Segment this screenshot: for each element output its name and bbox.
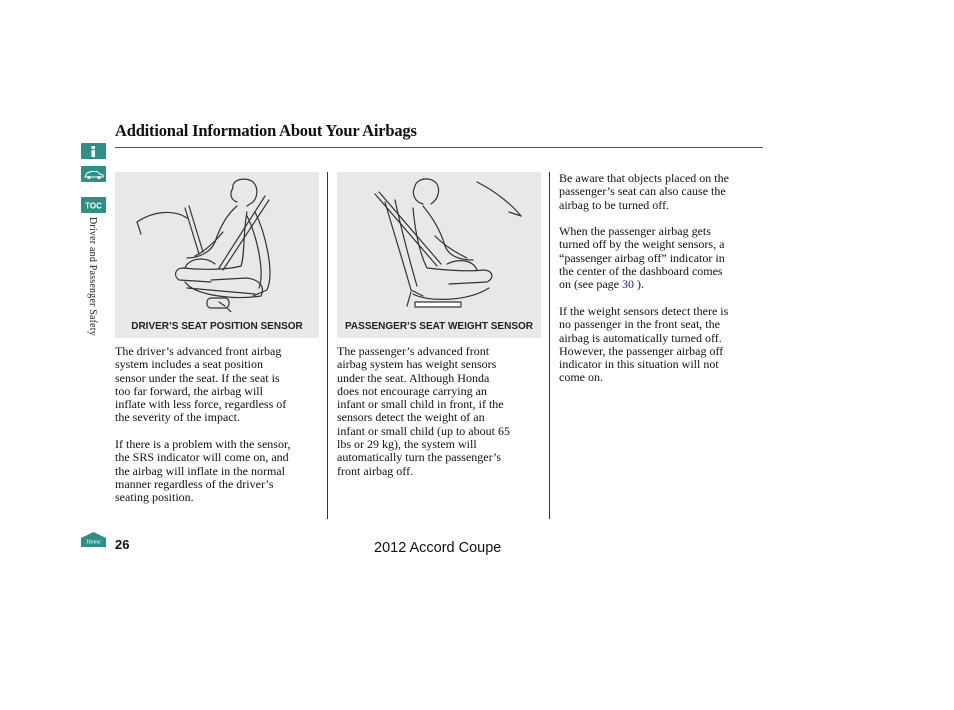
indicator-text: When the passenger airbag gets turned off by the weight sensors, a “passenger airbag off” indicator in the center of the dashboard comes on (see page — [559, 224, 725, 292]
objects-on-seat-paragraph: Be aware that objects placed on the passenger’s seat can also cause the airbag to be turned off. — [559, 171, 729, 212]
toc-icon — [81, 197, 106, 213]
indicator-text-end: ). — [633, 277, 644, 292]
column-divider — [549, 172, 550, 519]
section-label: Driver and Passenger Safety — [87, 217, 98, 336]
car-icon — [81, 166, 106, 182]
driver-seat-illustration — [115, 172, 319, 312]
info-nav-button[interactable] — [81, 143, 106, 159]
sensor-problem-paragraph: If there is a problem with the sensor, the SRS indicator will come on, and the airbag will inflate in the normal manner regardless of the driver’s seating position. — [115, 437, 291, 505]
document-title: 2012 Accord Coupe — [374, 540, 502, 556]
page-number: 26 — [115, 537, 130, 552]
passenger-seat-sensor-figure — [337, 172, 541, 338]
info-icon — [81, 143, 106, 159]
page-30-link[interactable]: 30 — [621, 277, 634, 292]
page-title: Additional Information About Your Airbags — [115, 121, 417, 140]
passenger-seat-illustration — [337, 172, 541, 312]
column-divider — [327, 172, 328, 519]
driver-figure-caption: DRIVER’S SEAT POSITION SENSOR — [131, 321, 303, 332]
toc-nav-button[interactable] — [81, 197, 106, 213]
no-passenger-paragraph: If the weight sensors detect there is no passenger in the front seat, the airbag is automatically turned off. However, the passenger airbag off indicator in this situation will not come on. — [559, 304, 729, 385]
driver-sensor-paragraph: The driver’s advanced front airbag system includes a seat position sensor under the seat. If the seat is too far forward, the airbag will inflate with less force, regardless of the severity of the impact. — [115, 344, 287, 425]
passenger-sensor-paragraph: The passenger’s advanced front airbag system has weight sensors under the seat. Although Honda does not encourage carrying an infant or small child in front, if the sensors detect the weight of an infant or small child (up to about 65 lbs or 29 kg), the system will automatically turn the passenger’s front airbag off. — [337, 344, 510, 478]
title-divider — [115, 147, 763, 148]
airbag-off-indicator-paragraph — [559, 225, 769, 291]
vehicle-nav-button[interactable] — [81, 166, 106, 182]
toc-label: TOC — [85, 201, 102, 211]
home-button[interactable] — [80, 531, 107, 548]
passenger-figure-caption: PASSENGER’S SEAT WEIGHT SENSOR — [345, 321, 533, 332]
home-label: Home — [86, 539, 101, 546]
home-icon — [80, 531, 107, 548]
driver-seat-sensor-figure — [115, 172, 319, 338]
